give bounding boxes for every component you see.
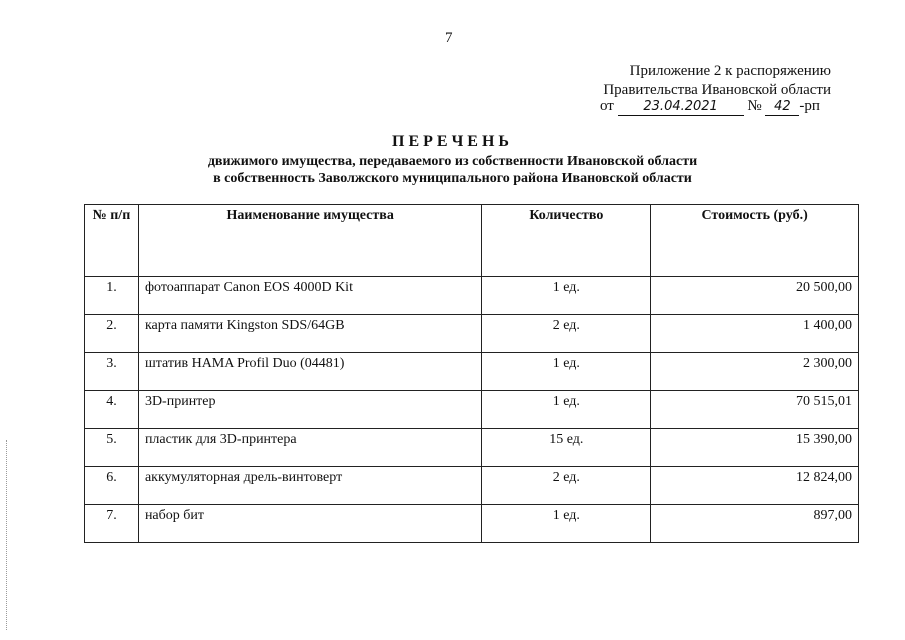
table-row (85, 467, 859, 505)
row-name: карта памяти Kingston SDS/64GB (138, 315, 481, 353)
table-row (85, 315, 859, 353)
property-table (84, 204, 859, 543)
from-label: от (600, 98, 614, 114)
row-qty: 15 ед. (482, 429, 651, 467)
header-name: Наименование имущества (138, 205, 481, 277)
row-qty: 2 ед. (482, 467, 651, 505)
header-qty: Количество (482, 205, 651, 277)
row-qty: 1 ед. (482, 353, 651, 391)
table-row (85, 277, 859, 315)
row-qty: 2 ед. (482, 315, 651, 353)
row-name: аккумуляторная дрель-винтоверт (138, 467, 481, 505)
table-row (85, 505, 859, 543)
row-cost: 20 500,00 (651, 277, 859, 315)
row-name: пластик для 3D-принтера (138, 429, 481, 467)
row-no: 6. (85, 467, 139, 505)
table-row (85, 429, 859, 467)
row-cost: 1 400,00 (651, 315, 859, 353)
row-cost: 12 824,00 (651, 467, 859, 505)
subtitle-line-1: движимого имущества, передаваемого из собственности Ивановской области (207, 154, 698, 169)
scan-margin-artifact (6, 440, 8, 630)
row-cost: 897,00 (651, 505, 859, 543)
document-subtitle (0, 153, 905, 187)
row-cost: 15 390,00 (651, 429, 859, 467)
row-name: фотоаппарат Canon EOS 4000D Kit (138, 277, 481, 315)
document-title: ПЕРЕЧЕНЬ (392, 133, 513, 150)
row-no: 2. (85, 315, 139, 353)
appendix-block (596, 62, 831, 100)
page-number: 7 (445, 30, 453, 46)
table-header-row (85, 205, 859, 277)
row-cost: 70 515,01 (651, 391, 859, 429)
row-qty: 1 ед. (482, 391, 651, 429)
subtitle-line-2: в собственность Заволжского муниципального района Ивановской области (213, 171, 692, 186)
appendix-line-1: Приложение 2 к распоряжению (629, 63, 831, 79)
table-row (85, 391, 859, 429)
row-name: набор бит (138, 505, 481, 543)
row-no: 3. (85, 353, 139, 391)
decree-reference (600, 98, 820, 116)
header-no: № п/п (85, 205, 139, 277)
row-no: 5. (85, 429, 139, 467)
table-row (85, 353, 859, 391)
decree-suffix: -рп (799, 98, 820, 114)
row-qty: 1 ед. (482, 277, 651, 315)
row-no: 4. (85, 391, 139, 429)
row-no: 7. (85, 505, 139, 543)
appendix-line-2: Правительства Ивановской области (603, 82, 831, 98)
header-cost: Стоимость (руб.) (651, 205, 859, 277)
row-name: 3D-принтер (138, 391, 481, 429)
handwritten-date: 23.04.2021 (618, 99, 744, 116)
row-cost: 2 300,00 (651, 353, 859, 391)
number-label: № (747, 98, 762, 114)
row-qty: 1 ед. (482, 505, 651, 543)
row-name: штатив HAMA Profil Duo (04481) (138, 353, 481, 391)
handwritten-number: 42 (765, 99, 799, 116)
row-no: 1. (85, 277, 139, 315)
